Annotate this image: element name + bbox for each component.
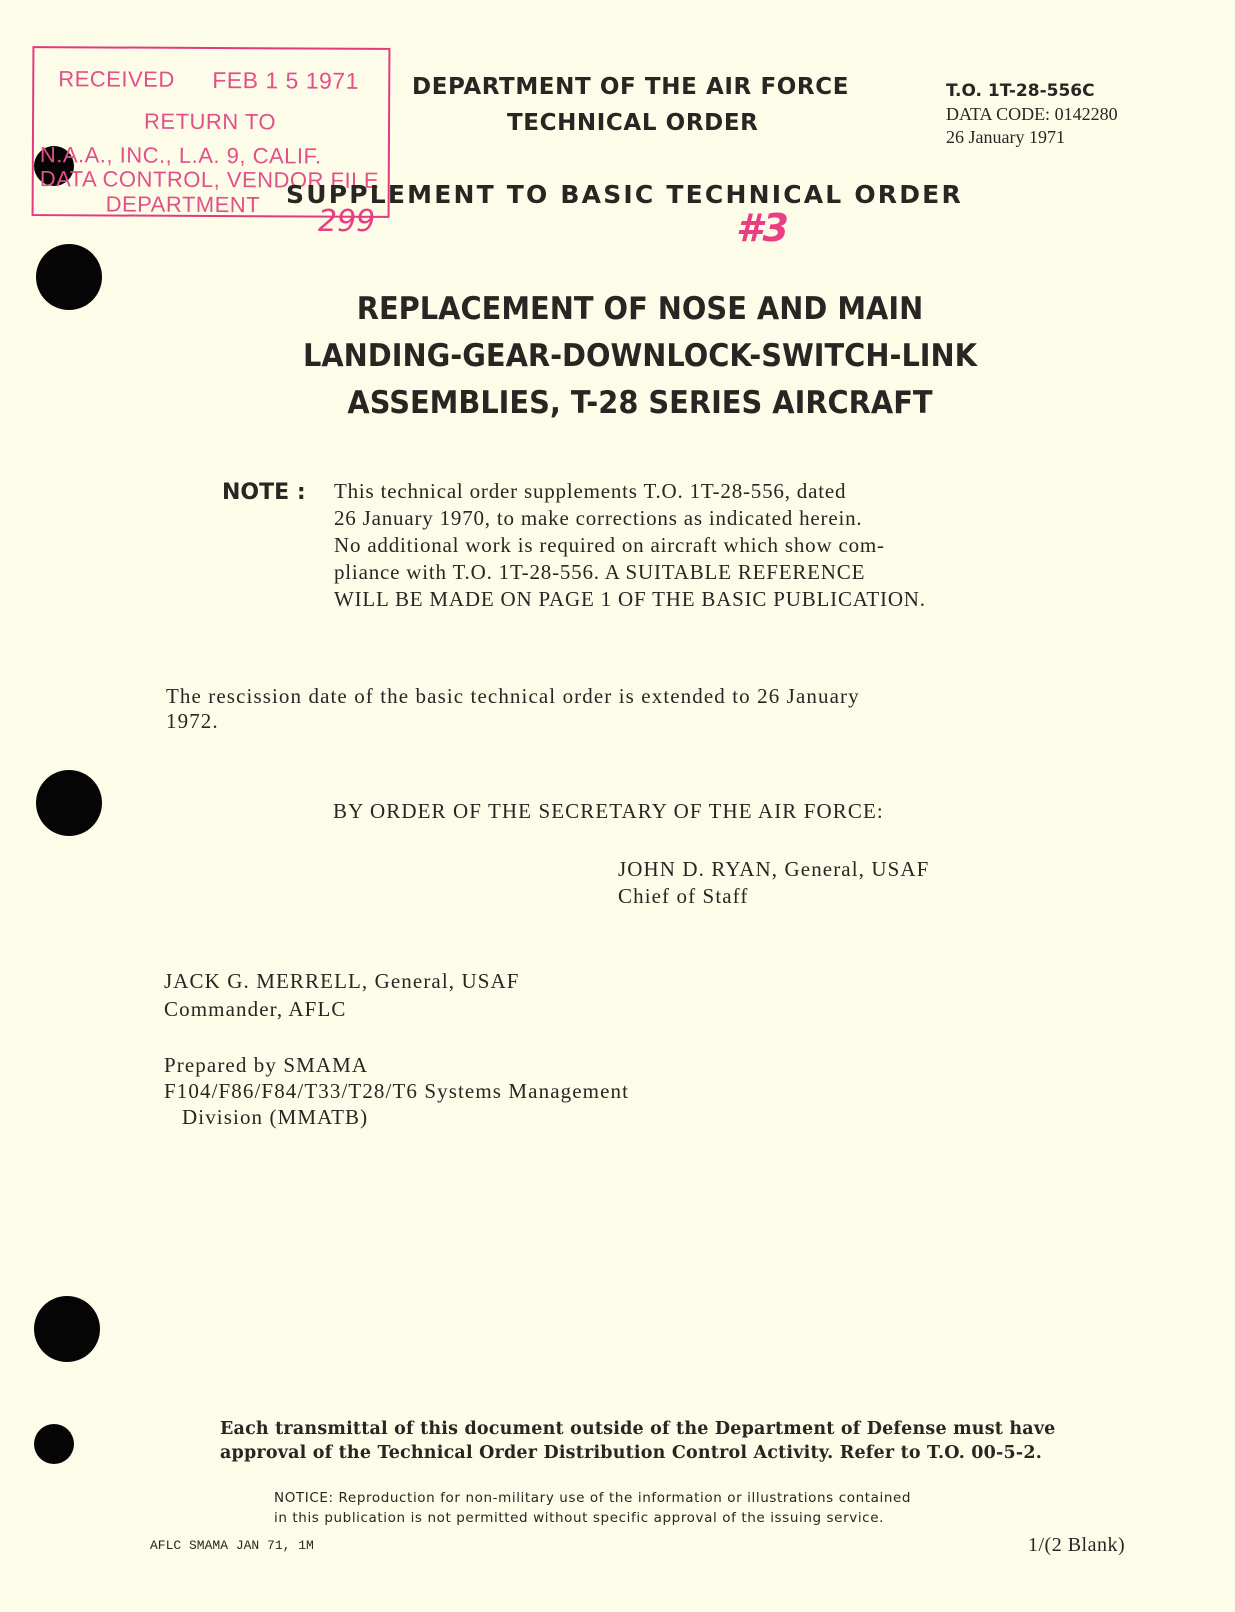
prepared-line-2: F104/F86/F84/T33/T28/T6 Systems Management (164, 1079, 630, 1103)
punch-hole-4 (34, 1296, 100, 1362)
note-line: WILL BE MADE ON PAGE 1 OF THE BASIC PUBLICATION. (334, 587, 926, 611)
notice-line-1: NOTICE: Reproduction for non-military use of the information or illustrations contained (274, 1490, 912, 1506)
distribution-statement (220, 1417, 1056, 1465)
stamp-dept-line: DATA CONTROL, VENDOR FILE (39, 166, 380, 193)
rescission-line-1: The rescission date of the basic technical order is extended to 26 January (166, 684, 860, 708)
handwritten-mark: #3 (736, 206, 789, 250)
notice-line-2: in this publication is not permitted without specific approval of the issuing service. (274, 1510, 884, 1526)
reproduction-notice (274, 1488, 911, 1528)
prepared-by-block (164, 1052, 629, 1130)
rescission-line-2: 1972. (166, 709, 219, 733)
note-line: No additional work is required on aircraft which show com- (334, 533, 885, 557)
to-number: T.O. 1T-28-556C (946, 81, 1095, 101)
note-line: pliance with T.O. 1T-28-556. A SUITABLE REFERENCE (334, 560, 866, 584)
title-line-3: ASSEMBLIES, T-28 SERIES AIRCRAFT (347, 385, 933, 421)
title-line-1: REPLACEMENT OF NOSE AND MAIN (356, 291, 924, 327)
signatory-title: Chief of Staff (618, 884, 749, 908)
stamp-received-label: RECEIVED (58, 66, 175, 92)
stamp-address: N.A.A., INC., L.A. 9, CALIF. (39, 142, 322, 169)
prepared-line-3: Division (MMATB) (182, 1105, 369, 1129)
signatory-name: JOHN D. RYAN, General, USAF (618, 857, 930, 881)
print-code: AFLC SMAMA JAN 71, 1M (150, 1538, 314, 1553)
doc-type-heading: TECHNICAL ORDER (507, 110, 759, 136)
punch-hole-5 (34, 1424, 74, 1464)
prepared-line-1: Prepared by SMAMA (164, 1053, 369, 1077)
distribution-line-1: Each transmittal of this document outside of the Department of Defense must have (220, 1419, 1056, 1439)
by-order-line: BY ORDER OF THE SECRETARY OF THE AIR FORCE: (333, 799, 884, 823)
stamp-received-date: FEB 1 5 1971 (212, 67, 359, 94)
supplement-heading: SUPPLEMENT TO BASIC TECHNICAL ORDER (286, 180, 963, 209)
official-block (164, 967, 520, 1023)
page-number: 1/(2 Blank) (1028, 1534, 1126, 1556)
document-title (45, 286, 1235, 427)
punch-hole-3 (36, 770, 102, 836)
handwritten-number: 299 (318, 204, 376, 239)
data-code: DATA CODE: 0142280 (946, 104, 1118, 124)
to-info-block (946, 80, 1118, 149)
note-line: 26 January 1970, to make corrections as indicated herein. (334, 506, 863, 530)
issue-date: 26 January 1971 (946, 127, 1065, 147)
stamp-return-to: RETURN TO (143, 108, 277, 135)
department-heading: DEPARTMENT OF THE AIR FORCE (412, 74, 850, 100)
official-name: JACK G. MERRELL, General, USAF (164, 969, 520, 993)
note-line: This technical order supplements T.O. 1T-28-556, dated (334, 479, 847, 503)
note-label: NOTE : (222, 480, 306, 505)
signatory-block (618, 856, 929, 910)
distribution-line-2: approval of the Technical Order Distribution Control Activity. Refer to T.O. 00-5-2. (220, 1443, 1043, 1463)
official-title: Commander, AFLC (164, 997, 347, 1021)
note-body (334, 478, 926, 613)
rescission-paragraph (166, 684, 860, 734)
title-line-2: LANDING-GEAR-DOWNLOCK-SWITCH-LINK (302, 338, 978, 374)
stamp-department: DEPARTMENT (105, 191, 261, 218)
